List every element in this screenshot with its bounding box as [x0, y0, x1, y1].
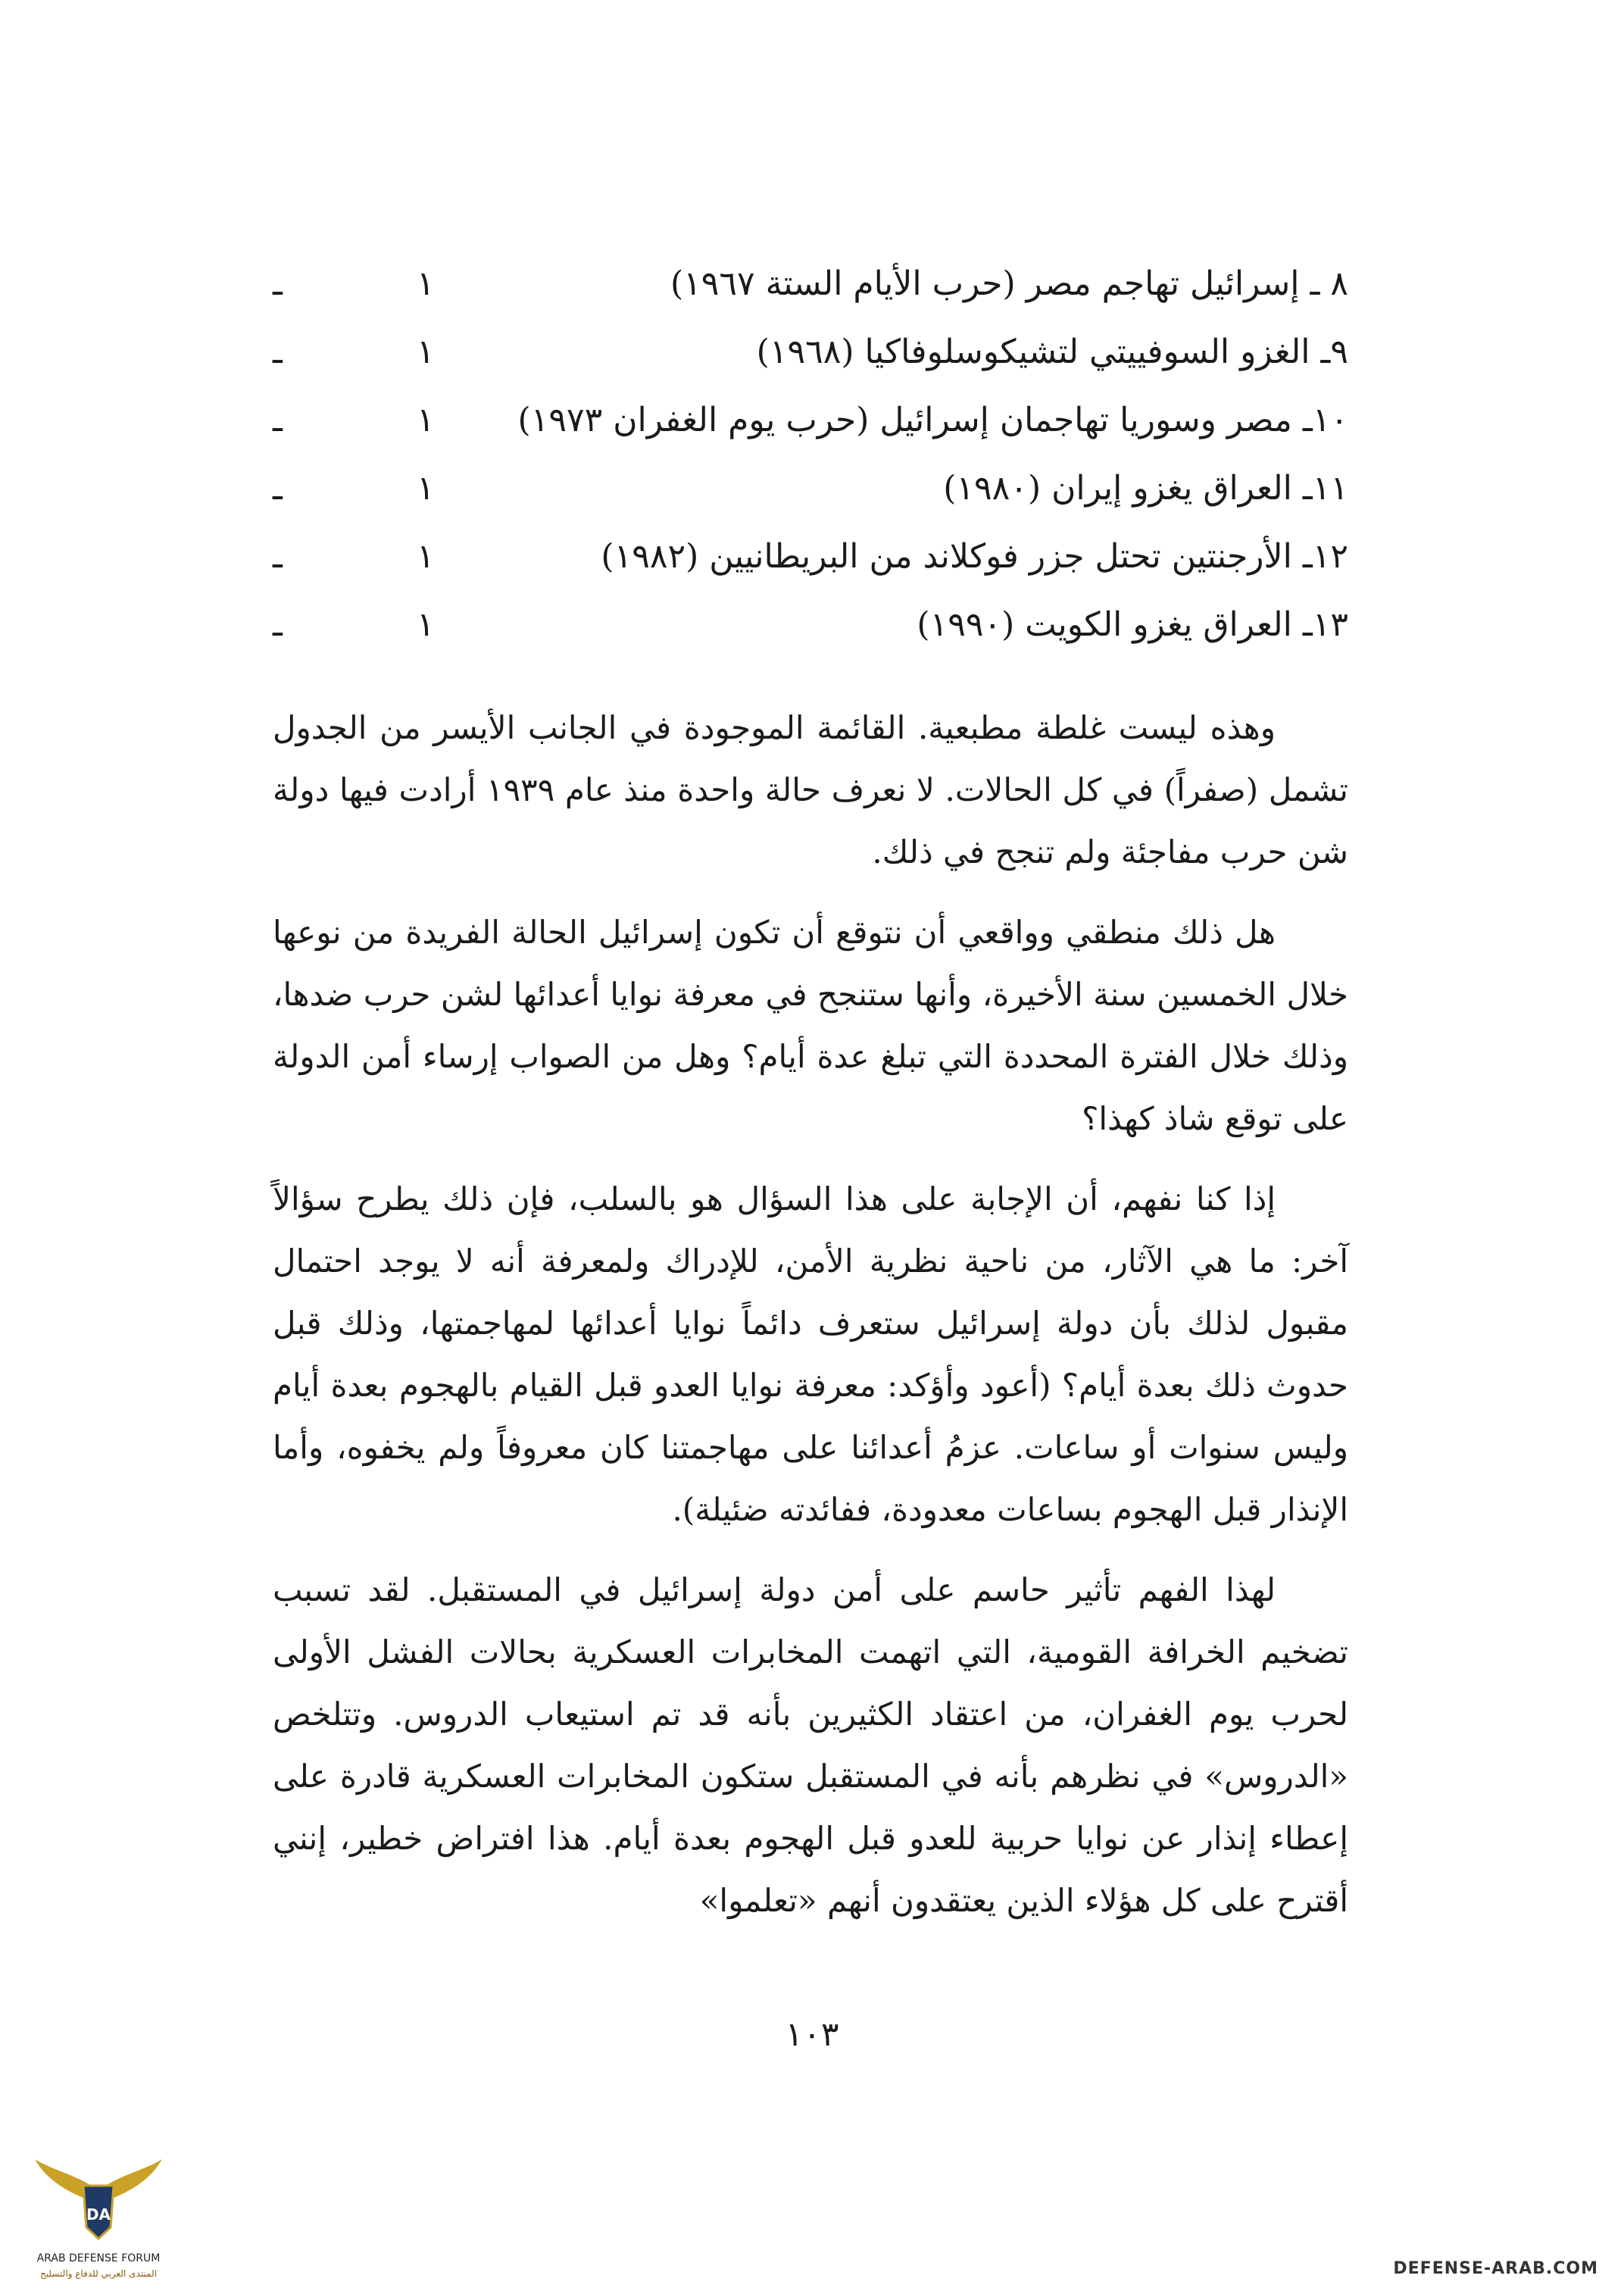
- list-item-dash: ـ: [273, 537, 283, 576]
- logo-caption-arabic: المنتدى العربي للدفاع والتسليح: [40, 2268, 157, 2279]
- list-item-text: ١١ـ العراق يغزو إيران (١٩٨٠): [943, 469, 1348, 508]
- list-item-dash: ـ: [273, 264, 283, 303]
- list-item-dash: ـ: [273, 333, 283, 371]
- body-text: [273, 697, 1348, 1950]
- paragraph: هل ذلك منطقي وواقعي أن نتوقع أن تكون إسرائيل الحالة الفريدة من نوعها خلال الخمسين سنة الأخيرة، وأنها ستنجح في معرفة نوايا أعدائها لشن حرب ضدها، وذلك خلال الفترة المحددة التي تبلغ عدة أيام؟ وهل من الصواب إرساء أمن الدولة على توقع شاذ كهذا؟: [273, 914, 1348, 1137]
- list-item-text: ١٠ـ مصر وسوريا تهاجمان إسرائيل (حرب يوم الغفران ١٩٧٣): [517, 401, 1348, 439]
- paragraph: لهذا الفهم تأثير حاسم على أمن دولة إسرائيل في المستقبل. لقد تسبب تضخيم الخرافة القومية، التي اتهمت المخابرات العسكرية بحالات الفشل الأولى لحرب يوم الغفران، من اعتقاد الكثيرين بأنه قد تم استيعاب الدروس. وتتلخص «الدروس» في نظرهم بأنه في المستقبل ستكون المخابرات العسكرية قادرة على إعطاء إنذار عن نوايا حربية للعدو قبل الهجوم بعدة أيام. هذا افتراض خطير، إنني أقترح على كل هؤلاء الذين يعتقدون أنهم «تعلموا»: [273, 1571, 1348, 1919]
- paragraph: وهذه ليست غلطة مطبعية. القائمة الموجودة في الجانب الأيسر من الجدول تشمل (صفراً) في كل الحالات. لا نعرف حالة واحدة منذ عام ١٩٣٩ أرادت فيها دولة شن حرب مفاجئة ولم تنجح في ذلك.: [273, 709, 1348, 870]
- list-row: [273, 250, 1348, 318]
- list-row: [273, 591, 1348, 659]
- list-item-text: ١٢ـ الأرجنتين تحتل جزر فوكلاند من البريطانيين (١٩٨٢): [601, 537, 1348, 576]
- list-item-text: ١٣ـ العراق يغزو الكويت (١٩٩٠): [917, 605, 1348, 644]
- list-item-dash: ـ: [273, 401, 283, 439]
- list-item-text: ٨ ـ إسرائيل تهاجم مصر (حرب الأيام الستة ١٩٦٧): [670, 264, 1348, 303]
- list-item-count: ١: [417, 401, 435, 439]
- list-item-count: ١: [417, 264, 435, 303]
- site-watermark: DEFENSE-ARAB.COM: [1393, 2259, 1598, 2278]
- logo-caption: ARAB DEFENSE FORUM: [36, 2252, 161, 2264]
- list-item-count: ١: [417, 333, 435, 371]
- war-list: [273, 250, 1348, 659]
- paragraph: إذا كنا نفهم، أن الإجابة على هذا السؤال هو بالسلب، فإن ذلك يطرح سؤالاً آخر: ما هي الآثار، من ناحية نظرية الأمن، للإدراك ولمعرفة أنه لا يوجد احتمال مقبول لذلك بأن دولة إسرائيل ستعرف دائماً نوايا أعدائها لمهاجمتها، وذلك قبل حدوث ذلك بعدة أيام؟ (أعود وأؤكد: معرفة نوايا العدو قبل القيام بالهجوم بعدة أيام وليس سنوات أو ساعات. عزمُ أعدائنا على مهاجمتنا كان معروفاً ولم يخفوه، وأما الإنذار قبل الهجوم بساعات معدودة، ففائدته ضئيلة).: [273, 1180, 1348, 1528]
- list-row: [273, 318, 1348, 386]
- list-item-count: ١: [417, 537, 435, 576]
- page-number: ١٠٣: [785, 2015, 839, 2054]
- list-item-text: ٩ـ الغزو السوفييتي لتشيكوسلوفاكيا (١٩٦٨): [756, 333, 1348, 371]
- list-row: [273, 386, 1348, 455]
- list-item-dash: ـ: [273, 605, 283, 644]
- list-item-count: ١: [417, 605, 435, 644]
- forum-logo: [30, 2144, 167, 2288]
- list-row: [273, 523, 1348, 591]
- logo-monogram: DA: [86, 2205, 111, 2224]
- list-item-count: ١: [417, 469, 435, 508]
- list-item-dash: ـ: [273, 469, 283, 508]
- list-row: [273, 455, 1348, 523]
